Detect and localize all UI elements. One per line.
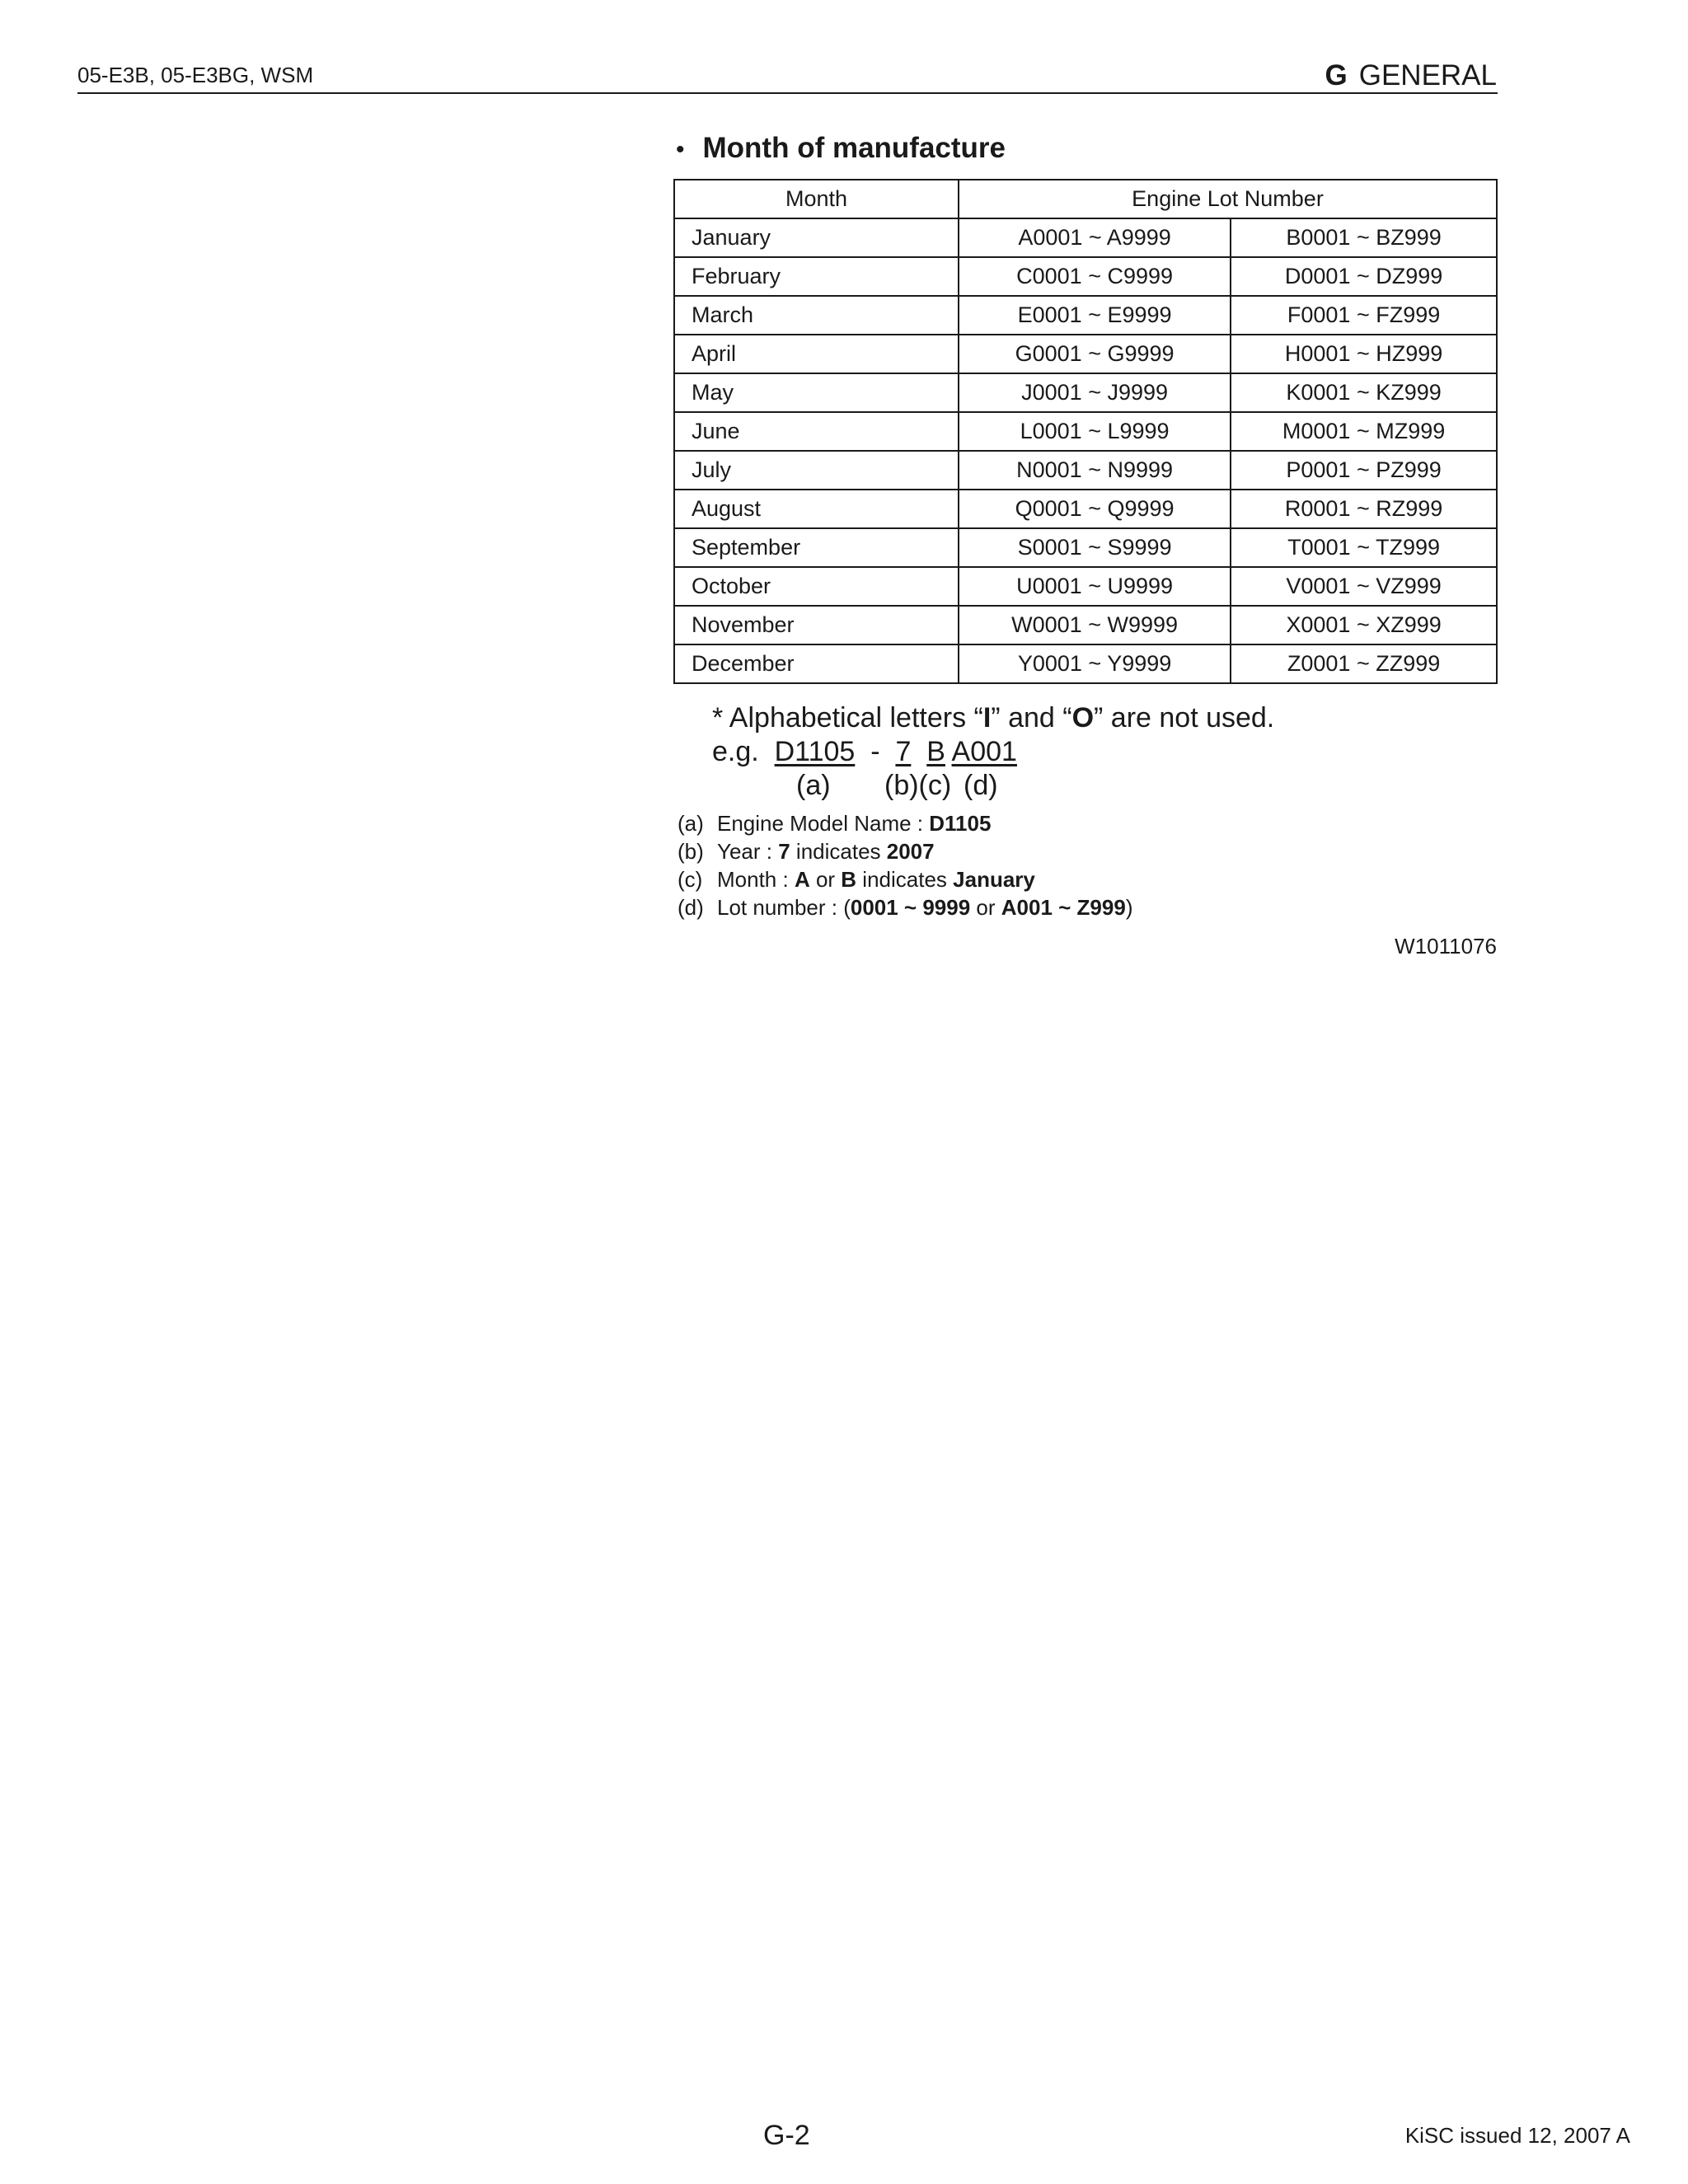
- lot-range-cell: B0001 ~ BZ999: [1231, 218, 1497, 257]
- note-unused-letters: * Alphabetical letters “I” and “O” are not used.: [712, 702, 1275, 733]
- explanation-a: (a) Engine Model Name : D1105: [678, 811, 992, 836]
- month-cell: January: [674, 218, 959, 257]
- table-row: [674, 257, 1497, 296]
- bullet: •: [676, 136, 685, 163]
- section-title: [676, 132, 1006, 165]
- explanation-c: (c) Month : A or B indicates January: [678, 867, 1035, 892]
- explanation-b: (b) Year : 7 indicates 2007: [678, 839, 935, 864]
- lot-range-cell: R0001 ~ RZ999: [1231, 490, 1497, 528]
- lot-range-cell: K0001 ~ KZ999: [1231, 373, 1497, 412]
- example-lot: A001: [951, 736, 1017, 767]
- lot-range-cell: P0001 ~ PZ999: [1231, 451, 1497, 490]
- lot-range-cell: Z0001 ~ ZZ999: [1231, 644, 1497, 683]
- lot-range-cell: N0001 ~ N9999: [959, 451, 1231, 490]
- month-cell: May: [674, 373, 959, 412]
- table-row: [674, 412, 1497, 451]
- table-row: [674, 528, 1497, 567]
- lot-range-cell: A0001 ~ A9999: [959, 218, 1231, 257]
- month-cell: March: [674, 296, 959, 335]
- month-cell: June: [674, 412, 959, 451]
- month-cell: April: [674, 335, 959, 373]
- lot-range-cell: H0001 ~ HZ999: [1231, 335, 1497, 373]
- example-label-d: (d): [964, 770, 998, 801]
- section-title-text: Month of manufacture: [702, 132, 1006, 164]
- example-month: B: [926, 736, 945, 767]
- example-label-bc: (b)(c): [884, 770, 952, 801]
- month-cell: February: [674, 257, 959, 296]
- lot-number-table: [673, 179, 1498, 684]
- table-row: [674, 218, 1497, 257]
- document-id: W1011076: [1395, 934, 1497, 958]
- explanation-d: (d) Lot number : (0001 ~ 9999 or A001 ~ Z999): [678, 895, 1133, 920]
- table-body: [674, 218, 1497, 683]
- lot-range-cell: G0001 ~ G9999: [959, 335, 1231, 373]
- example-line: [712, 736, 1017, 768]
- lot-range-cell: E0001 ~ E9999: [959, 296, 1231, 335]
- doc-code: 05-E3B, 05-E3BG, WSM: [77, 63, 314, 87]
- month-cell: November: [674, 606, 959, 644]
- issued-info: KiSC issued 12, 2007 A: [1404, 2123, 1630, 2148]
- table-row: [674, 567, 1497, 606]
- lot-range-cell: S0001 ~ S9999: [959, 528, 1231, 567]
- section-name: GENERAL: [1358, 59, 1497, 91]
- table-row: [674, 451, 1497, 490]
- example-dash: -: [870, 736, 880, 767]
- table-row: [674, 644, 1497, 683]
- header-rule: [77, 92, 1498, 94]
- lot-range-cell: Y0001 ~ Y9999: [959, 644, 1231, 683]
- lot-range-cell: M0001 ~ MZ999: [1231, 412, 1497, 451]
- lot-range-cell: W0001 ~ W9999: [959, 606, 1231, 644]
- month-cell: December: [674, 644, 959, 683]
- example-year: 7: [895, 736, 912, 767]
- example-prefix: e.g.: [712, 736, 759, 767]
- table-row: [674, 296, 1497, 335]
- lot-range-cell: U0001 ~ U9999: [959, 567, 1231, 606]
- lot-range-cell: J0001 ~ J9999: [959, 373, 1231, 412]
- table-row: [674, 606, 1497, 644]
- lot-range-cell: L0001 ~ L9999: [959, 412, 1231, 451]
- month-cell: October: [674, 567, 959, 606]
- section-letter: G: [1325, 59, 1348, 91]
- table-row: [674, 490, 1497, 528]
- page-number: G-2: [763, 2120, 810, 2151]
- lot-range-cell: F0001 ~ FZ999: [1231, 296, 1497, 335]
- section-header: [1325, 59, 1497, 92]
- table-row: [674, 335, 1497, 373]
- lot-range-cell: V0001 ~ VZ999: [1231, 567, 1497, 606]
- example-model: D1105: [774, 736, 856, 767]
- table-header-row: [674, 180, 1497, 218]
- month-column-header: Month: [674, 180, 959, 218]
- lot-range-cell: C0001 ~ C9999: [959, 257, 1231, 296]
- lot-range-cell: D0001 ~ DZ999: [1231, 257, 1497, 296]
- month-cell: July: [674, 451, 959, 490]
- month-cell: August: [674, 490, 959, 528]
- table-row: [674, 373, 1497, 412]
- month-cell: September: [674, 528, 959, 567]
- example-label-a: (a): [796, 770, 831, 801]
- lot-range-cell: T0001 ~ TZ999: [1231, 528, 1497, 567]
- lot-column-header: Engine Lot Number: [959, 180, 1497, 218]
- lot-range-cell: Q0001 ~ Q9999: [959, 490, 1231, 528]
- lot-range-cell: X0001 ~ XZ999: [1231, 606, 1497, 644]
